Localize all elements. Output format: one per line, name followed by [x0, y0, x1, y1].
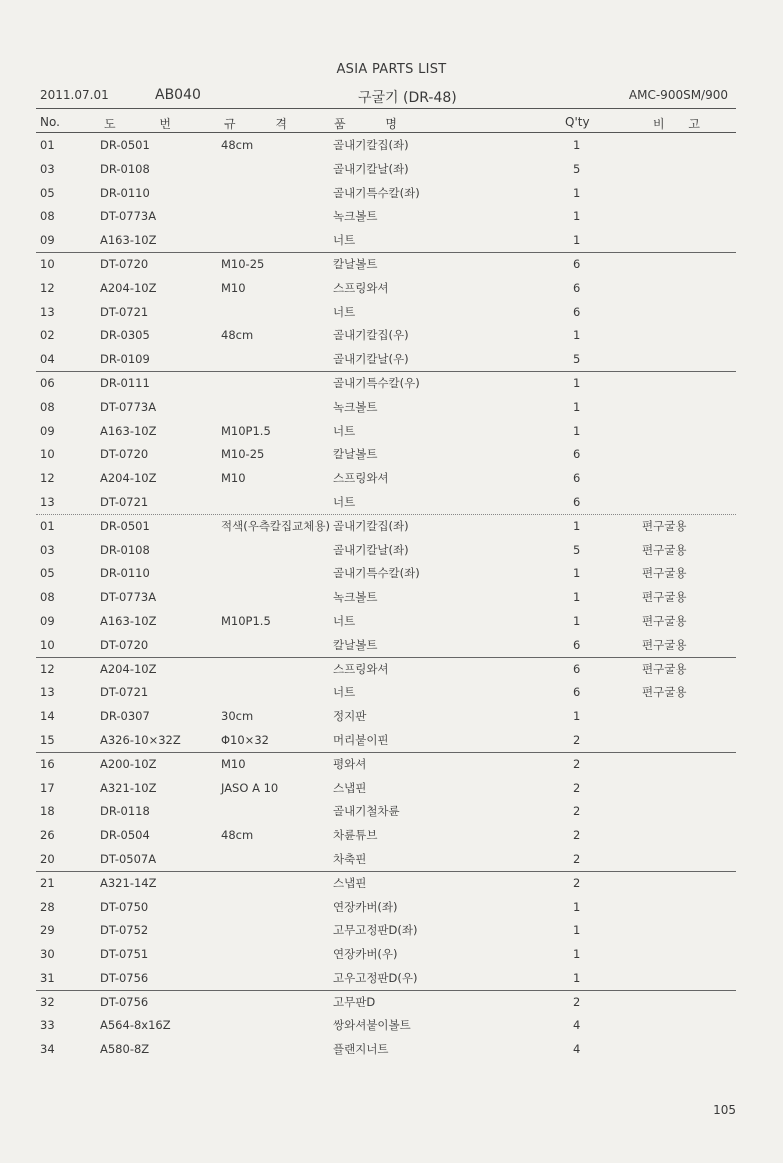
page-number: 105	[713, 1103, 736, 1117]
part-qty: 1	[573, 138, 581, 152]
part-name: 연장카버(좌)	[333, 899, 398, 914]
part-qty: 6	[573, 471, 581, 486]
part-no: 03	[40, 161, 55, 176]
part-no: 09	[40, 423, 55, 438]
part-qty: 1	[573, 613, 581, 628]
table-row	[0, 229, 783, 253]
table-row	[0, 753, 783, 777]
table-row	[0, 824, 783, 848]
document-date: 2011.07.01	[40, 88, 109, 102]
part-qty: 4	[573, 1042, 581, 1057]
part-code: A321-10Z	[100, 780, 157, 795]
table-row	[0, 253, 783, 277]
part-name: 골내기칼집(좌)	[333, 518, 409, 533]
part-code: A163-10Z	[100, 423, 157, 438]
part-no: 09	[40, 233, 55, 248]
part-name: 칼날볼트	[333, 447, 378, 462]
part-name: 평와셔	[333, 756, 367, 771]
part-code: A204-10Z	[100, 661, 157, 676]
part-name: 골내기칼날(좌)	[333, 161, 409, 176]
part-no: 28	[40, 899, 55, 914]
part-qty: 2	[573, 994, 581, 1009]
part-name: 스냅핀	[333, 780, 367, 795]
part-name: 칼날볼트	[333, 637, 378, 652]
header-no: No.	[40, 115, 60, 129]
part-qty: 1	[573, 566, 581, 581]
part-code: A204-10Z	[100, 471, 157, 486]
part-code: DR-0110	[100, 185, 150, 200]
part-no: 08	[40, 590, 55, 605]
part-spec: M10P1.5	[221, 613, 271, 628]
part-qty: 6	[573, 685, 581, 700]
part-no: 10	[40, 637, 55, 652]
part-name: 너트	[333, 233, 356, 248]
part-no: 03	[40, 542, 55, 557]
part-name: 녹크볼트	[333, 399, 378, 414]
part-code: DR-0108	[100, 542, 150, 557]
part-code: A200-10Z	[100, 756, 157, 771]
table-header	[0, 115, 783, 131]
part-code: DR-0108	[100, 161, 150, 176]
table-row	[0, 919, 783, 943]
part-code: DR-0110	[100, 566, 150, 581]
part-qty: 2	[573, 732, 581, 747]
part-name: 녹크볼트	[333, 590, 378, 605]
part-code: DT-0751	[100, 947, 149, 962]
part-name: 고무판D	[333, 994, 376, 1009]
table-row	[0, 182, 783, 206]
table-row	[0, 991, 783, 1015]
part-name: 정지판	[333, 709, 367, 724]
part-code: A326-10×32Z	[100, 732, 181, 747]
part-no: 13	[40, 494, 55, 509]
part-qty: 1	[573, 947, 581, 962]
part-qty: 1	[573, 518, 581, 533]
part-qty: 6	[573, 256, 581, 271]
part-no: 12	[40, 661, 55, 676]
table-row	[0, 134, 783, 158]
part-no: 30	[40, 947, 55, 962]
part-note: 편구굴용	[642, 637, 687, 652]
part-qty: 2	[573, 804, 581, 819]
part-name: 녹크볼트	[333, 209, 378, 224]
part-name: 골내기특수칼(좌)	[333, 185, 420, 200]
part-qty: 2	[573, 851, 581, 866]
part-no: 20	[40, 851, 55, 866]
header-bottom-rule	[36, 132, 736, 133]
header-top-rule	[36, 108, 736, 109]
part-qty: 1	[573, 970, 581, 985]
part-spec: M10	[221, 471, 246, 486]
part-code: DR-0305	[100, 328, 150, 343]
part-no: 15	[40, 732, 55, 747]
part-code: DT-0721	[100, 304, 149, 319]
part-code: DR-0109	[100, 352, 150, 367]
part-spec: 48cm	[221, 828, 254, 843]
parts-table-body	[0, 134, 783, 1062]
part-no: 05	[40, 566, 55, 581]
table-row	[0, 562, 783, 586]
part-no: 04	[40, 352, 55, 367]
part-no: 09	[40, 613, 55, 628]
part-qty: 1	[573, 328, 581, 343]
part-qty: 1	[573, 209, 581, 224]
part-spec: JASO A 10	[221, 780, 279, 795]
part-no: 33	[40, 1018, 55, 1033]
table-row	[0, 324, 783, 348]
part-note: 편구굴용	[642, 613, 687, 628]
part-no: 17	[40, 780, 55, 795]
part-spec: Φ10×32	[221, 732, 269, 747]
part-note: 편구굴용	[642, 518, 687, 533]
part-name: 골내기칼날(우)	[333, 352, 409, 367]
part-name: 너트	[333, 494, 356, 509]
table-row	[0, 658, 783, 682]
part-no: 01	[40, 518, 55, 533]
part-no: 32	[40, 994, 55, 1009]
part-code: DR-0111	[100, 375, 150, 390]
part-spec: 48cm	[221, 328, 254, 343]
part-no: 13	[40, 304, 55, 319]
part-no: 12	[40, 471, 55, 486]
part-qty: 6	[573, 661, 581, 676]
table-row	[0, 443, 783, 467]
part-qty: 2	[573, 828, 581, 843]
part-qty: 1	[573, 923, 581, 938]
part-name: 플랜지너트	[333, 1042, 389, 1057]
table-row	[0, 634, 783, 658]
part-qty: 1	[573, 709, 581, 724]
table-row	[0, 420, 783, 444]
part-code: DT-0507A	[100, 851, 157, 866]
part-qty: 6	[573, 494, 581, 509]
table-row	[0, 158, 783, 182]
table-row	[0, 372, 783, 396]
part-no: 31	[40, 970, 55, 985]
part-name: 쌍와셔붙이볼트	[333, 1018, 411, 1033]
part-name: 스냅핀	[333, 875, 367, 890]
table-row	[0, 681, 783, 705]
part-spec: 48cm	[221, 138, 254, 152]
part-qty: 1	[573, 375, 581, 390]
part-name: 골내기칼집(좌)	[333, 138, 409, 152]
part-no: 02	[40, 328, 55, 343]
part-code: A564-8x16Z	[100, 1018, 171, 1033]
table-row	[0, 777, 783, 801]
part-note: 편구굴용	[642, 590, 687, 605]
part-note: 편구굴용	[642, 566, 687, 581]
part-name: 칼날볼트	[333, 256, 378, 271]
part-code: DR-0501	[100, 518, 150, 533]
part-name: 골내기특수칼(좌)	[333, 566, 420, 581]
part-code: DT-0720	[100, 447, 149, 462]
page-title: ASIA PARTS LIST	[336, 62, 447, 77]
part-spec: M10	[221, 280, 246, 295]
part-code: DR-0307	[100, 709, 150, 724]
table-row	[0, 491, 783, 515]
part-name: 고무고정판D(좌)	[333, 923, 418, 938]
header-qty: Q'ty	[565, 115, 590, 129]
part-qty: 2	[573, 875, 581, 890]
part-code: DT-0721	[100, 494, 149, 509]
part-qty: 5	[573, 352, 581, 367]
table-row	[0, 515, 783, 539]
part-code: DT-0756	[100, 994, 149, 1009]
part-no: 13	[40, 685, 55, 700]
part-no: 10	[40, 447, 55, 462]
part-qty: 1	[573, 899, 581, 914]
table-row	[0, 705, 783, 729]
part-name: 너트	[333, 304, 356, 319]
part-spec: M10P1.5	[221, 423, 271, 438]
table-row	[0, 967, 783, 991]
document-model: AMC-900SM/900	[628, 88, 728, 102]
table-row	[0, 205, 783, 229]
table-row	[0, 800, 783, 824]
part-code: DT-0773A	[100, 399, 157, 414]
part-qty: 1	[573, 590, 581, 605]
part-code: DR-0118	[100, 804, 150, 819]
part-code: A204-10Z	[100, 280, 157, 295]
document-code: AB040	[155, 87, 201, 103]
part-qty: 2	[573, 756, 581, 771]
table-row	[0, 301, 783, 325]
table-row	[0, 396, 783, 420]
part-no: 34	[40, 1042, 55, 1057]
part-no: 18	[40, 804, 55, 819]
part-code: A580-8Z	[100, 1042, 150, 1057]
table-row	[0, 872, 783, 896]
part-code: A163-10Z	[100, 233, 157, 248]
part-qty: 5	[573, 161, 581, 176]
part-name: 스프링와셔	[333, 661, 389, 676]
table-row	[0, 348, 783, 372]
document-name: 구굴기 (DR-48)	[358, 90, 457, 106]
part-note: 편구굴용	[642, 661, 687, 676]
part-code: A321-14Z	[100, 875, 157, 890]
part-name: 골내기칼날(좌)	[333, 542, 409, 557]
part-no: 26	[40, 828, 55, 843]
part-code: DR-0504	[100, 828, 150, 843]
table-row	[0, 467, 783, 491]
table-row	[0, 610, 783, 634]
part-qty: 1	[573, 399, 581, 414]
part-code: DR-0501	[100, 138, 150, 152]
part-code: DT-0720	[100, 256, 149, 271]
part-name: 골내기철차륜	[333, 804, 400, 819]
part-no: 10	[40, 256, 55, 271]
part-qty: 5	[573, 542, 581, 557]
part-code: DT-0756	[100, 970, 149, 985]
part-no: 12	[40, 280, 55, 295]
header-note: 비 고	[653, 117, 710, 131]
part-code: A163-10Z	[100, 613, 157, 628]
part-code: DT-0773A	[100, 590, 157, 605]
part-no: 14	[40, 709, 55, 724]
part-spec: 30cm	[221, 709, 254, 724]
part-spec: 적색(우측칼집교체용)	[221, 518, 330, 533]
part-no: 06	[40, 375, 55, 390]
part-no: 08	[40, 399, 55, 414]
part-no: 29	[40, 923, 55, 938]
part-name: 골내기칼집(우)	[333, 328, 409, 343]
part-qty: 4	[573, 1018, 581, 1033]
table-row	[0, 539, 783, 563]
part-spec: M10-25	[221, 447, 265, 462]
part-qty: 6	[573, 304, 581, 319]
header-code: 도 번	[104, 117, 191, 131]
part-no: 16	[40, 756, 55, 771]
part-no: 08	[40, 209, 55, 224]
table-row	[0, 1038, 783, 1062]
part-code: DT-0773A	[100, 209, 157, 224]
part-spec: M10	[221, 756, 246, 771]
part-name: 너트	[333, 685, 356, 700]
header-spec: 규 격	[224, 117, 305, 131]
part-qty: 1	[573, 423, 581, 438]
part-code: DT-0720	[100, 637, 149, 652]
part-qty: 2	[573, 780, 581, 795]
part-qty: 6	[573, 447, 581, 462]
table-row	[0, 1014, 783, 1038]
part-note: 편구굴용	[642, 685, 687, 700]
part-name: 너트	[333, 613, 356, 628]
part-name: 머리붙이핀	[333, 732, 389, 747]
part-qty: 6	[573, 280, 581, 295]
table-row	[0, 848, 783, 872]
part-name: 너트	[333, 423, 356, 438]
part-name: 연장카버(우)	[333, 947, 398, 962]
table-row	[0, 896, 783, 920]
part-qty: 1	[573, 233, 581, 248]
table-row	[0, 943, 783, 967]
table-row	[0, 729, 783, 753]
part-spec: M10-25	[221, 256, 265, 271]
header-name: 품 명	[334, 117, 415, 131]
table-row	[0, 586, 783, 610]
part-name: 스프링와셔	[333, 471, 389, 486]
part-code: DT-0721	[100, 685, 149, 700]
part-no: 01	[40, 138, 55, 152]
part-name: 고우고정판D(우)	[333, 970, 418, 985]
part-code: DT-0750	[100, 899, 149, 914]
part-name: 차축핀	[333, 851, 367, 866]
part-qty: 6	[573, 637, 581, 652]
part-name: 스프링와셔	[333, 280, 389, 295]
table-row	[0, 277, 783, 301]
part-note: 편구굴용	[642, 542, 687, 557]
part-name: 골내기특수칼(우)	[333, 375, 420, 390]
part-name: 차륜튜브	[333, 828, 378, 843]
part-qty: 1	[573, 185, 581, 200]
part-code: DT-0752	[100, 923, 149, 938]
part-no: 21	[40, 875, 55, 890]
part-no: 05	[40, 185, 55, 200]
